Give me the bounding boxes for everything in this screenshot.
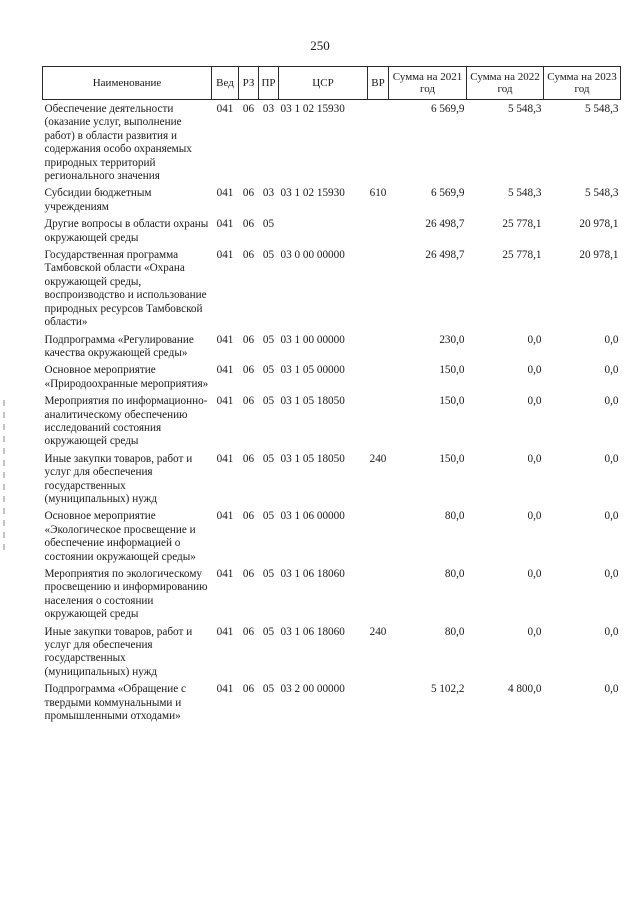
row-rz: 06 <box>242 510 255 523</box>
row-name: Государственная программа Тамбовской области «Охрана окружающей среды, воспроизводство и использование природных ресурсов Тамбовской области» <box>44 249 207 329</box>
row-sum-2023: 20 978,1 <box>579 218 619 231</box>
row-sum-2021: 150,0 <box>439 364 465 377</box>
row-csr: 03 1 02 15930 <box>280 103 345 115</box>
row-rz: 06 <box>242 333 255 346</box>
row-ved: 041 <box>216 249 234 262</box>
row-ved: 041 <box>216 510 234 523</box>
row-csr: 03 1 06 00000 <box>280 510 345 523</box>
row-pr: 05 <box>262 568 275 580</box>
header-ved: Вед <box>212 67 239 100</box>
row-sum-2023: 0,0 <box>604 568 619 580</box>
table-row <box>43 183 621 214</box>
row-sum-2022: 0,0 <box>527 568 542 580</box>
row-sum-2021: 26 498,7 <box>425 249 465 262</box>
row-rz: 06 <box>242 452 255 465</box>
row-pr: 05 <box>262 452 275 465</box>
table-row <box>43 506 621 564</box>
row-pr: 05 <box>262 249 275 262</box>
header-sum-2021: Сумма на 2021 год <box>389 67 467 100</box>
row-vr <box>368 564 389 622</box>
row-sum-2023: 0,0 <box>604 625 619 638</box>
row-pr: 05 <box>262 510 275 523</box>
row-sum-2022: 0,0 <box>527 333 542 346</box>
row-sum-2023: 0,0 <box>604 452 619 465</box>
row-sum-2023: 0,0 <box>604 395 619 408</box>
table-row <box>43 564 621 622</box>
row-vr <box>368 360 389 391</box>
row-rz: 06 <box>242 625 255 638</box>
row-sum-2023: 0,0 <box>604 683 619 696</box>
row-rz: 06 <box>242 568 255 580</box>
row-sum-2021: 230,0 <box>439 333 465 346</box>
row-sum-2022: 25 778,1 <box>502 249 542 262</box>
row-csr: 03 1 05 00000 <box>280 364 345 377</box>
row-sum-2022: 0,0 <box>527 625 542 638</box>
row-sum-2022: 25 778,1 <box>502 218 542 231</box>
row-sum-2021: 150,0 <box>439 452 465 465</box>
row-name: Основное мероприятие «Природоохранные мероприятия» <box>44 364 209 390</box>
row-ved: 041 <box>216 452 234 465</box>
row-sum-2021: 80,0 <box>444 625 465 638</box>
row-name: Другие вопросы в области охраны окружающей среды <box>44 218 209 244</box>
table-row <box>43 622 621 680</box>
row-pr: 05 <box>262 683 275 696</box>
row-ved: 041 <box>216 568 234 580</box>
row-vr <box>368 506 389 564</box>
row-rz: 06 <box>242 395 255 408</box>
row-sum-2022: 0,0 <box>527 395 542 408</box>
row-rz: 06 <box>242 103 255 115</box>
row-csr: 03 1 06 18060 <box>280 568 345 580</box>
row-csr: 03 1 02 15930 <box>280 187 345 200</box>
header-vr: ВР <box>368 67 389 100</box>
row-vr <box>368 391 389 449</box>
row-sum-2022: 5 548,3 <box>507 187 542 200</box>
row-pr: 05 <box>262 218 275 231</box>
row-pr: 05 <box>262 395 275 408</box>
row-sum-2023: 5 548,3 <box>584 103 619 115</box>
row-sum-2023: 20 978,1 <box>579 249 619 262</box>
row-pr: 03 <box>262 187 275 200</box>
row-sum-2021: 80,0 <box>444 568 465 580</box>
row-pr: 03 <box>262 103 275 115</box>
table-row <box>43 214 621 245</box>
row-csr: 03 1 06 18060 <box>280 625 345 638</box>
row-sum-2022: 0,0 <box>527 364 542 377</box>
row-name: Основное мероприятие «Экологическое просвещение и обеспечение информацией о состоянии окружающей среды» <box>44 510 196 563</box>
row-sum-2021: 150,0 <box>439 395 465 408</box>
row-csr: 03 1 05 18050 <box>280 452 345 465</box>
row-ved: 041 <box>216 625 234 638</box>
row-sum-2023: 0,0 <box>604 333 619 346</box>
row-csr <box>279 214 368 245</box>
row-ved: 041 <box>216 683 234 696</box>
table-row <box>43 100 621 184</box>
row-ved: 041 <box>216 364 234 377</box>
row-sum-2022: 0,0 <box>527 452 542 465</box>
row-ved: 041 <box>216 103 234 115</box>
row-rz: 06 <box>242 187 255 200</box>
row-name: Мероприятия по экологическому просвещению и информированию населения о состоянии окружающей среды <box>44 568 208 621</box>
row-sum-2023: 0,0 <box>604 364 619 377</box>
row-csr: 03 1 00 00000 <box>280 333 345 346</box>
row-csr: 03 1 05 18050 <box>280 395 345 408</box>
row-vr: 240 <box>369 452 387 465</box>
row-sum-2023: 0,0 <box>604 510 619 523</box>
row-name: Подпрограмма «Регулирование качества окружающей среды» <box>44 333 194 359</box>
row-sum-2021: 6 569,9 <box>430 187 465 200</box>
row-csr: 03 0 00 00000 <box>280 249 345 262</box>
row-ved: 041 <box>216 333 234 346</box>
table-row <box>43 330 621 361</box>
header-row <box>43 67 621 100</box>
table-row <box>43 679 621 723</box>
row-sum-2022: 5 548,3 <box>507 103 542 115</box>
row-sum-2022: 0,0 <box>527 510 542 523</box>
header-sum-2023: Сумма на 2023 год <box>544 67 621 100</box>
row-name: Иные закупки товаров, работ и услуг для обеспечения государственных (муниципальных) нужд <box>44 452 193 505</box>
row-pr: 05 <box>262 333 275 346</box>
row-rz: 06 <box>242 249 255 262</box>
row-name: Субсидии бюджетным учреждениям <box>44 187 152 213</box>
header-sum-2022: Сумма на 2022 год <box>467 67 544 100</box>
row-vr <box>368 679 389 723</box>
row-sum-2022: 4 800,0 <box>507 683 542 696</box>
row-vr: 610 <box>369 187 387 200</box>
row-sum-2021: 5 102,2 <box>430 683 465 696</box>
budget-table <box>42 66 621 723</box>
row-pr: 05 <box>262 364 275 377</box>
row-sum-2021: 26 498,7 <box>425 218 465 231</box>
header-csr: ЦСР <box>279 67 368 100</box>
header-pr: ПР <box>259 67 279 100</box>
row-vr <box>368 330 389 361</box>
header-name: Наименование <box>43 67 212 100</box>
row-rz: 06 <box>242 683 255 696</box>
row-vr <box>368 214 389 245</box>
table-row <box>43 449 621 507</box>
row-ved: 041 <box>216 218 234 231</box>
row-sum-2023: 5 548,3 <box>584 187 619 200</box>
row-sum-2021: 80,0 <box>444 510 465 523</box>
row-vr <box>368 245 389 329</box>
row-rz: 06 <box>242 218 255 231</box>
row-vr: 240 <box>369 625 387 638</box>
table-row <box>43 391 621 449</box>
header-rz: РЗ <box>239 67 259 100</box>
row-csr: 03 2 00 00000 <box>280 683 345 696</box>
row-rz: 06 <box>242 364 255 377</box>
table-row <box>43 245 621 329</box>
row-name: Иные закупки товаров, работ и услуг для обеспечения государственных (муниципальных) нужд <box>44 625 193 678</box>
row-pr: 05 <box>262 625 275 638</box>
row-ved: 041 <box>216 395 234 408</box>
row-name: Подпрограмма «Обращение с твердыми коммунальными и промышленными отходами» <box>44 683 186 723</box>
row-sum-2021: 6 569,9 <box>430 103 465 115</box>
row-vr <box>368 100 389 184</box>
page-number: 250 <box>310 38 330 53</box>
row-name: Мероприятия по информационно-аналитическому обеспечению исследований состояния окружающей среды <box>44 395 208 448</box>
row-name: Обеспечение деятельности (оказание услуг, выполнение работ) в области развития и содержания особо охраняемых природных территорий регионального значения <box>44 103 192 183</box>
scan-margin-mark <box>3 400 5 550</box>
row-ved: 041 <box>216 187 234 200</box>
table-row <box>43 360 621 391</box>
